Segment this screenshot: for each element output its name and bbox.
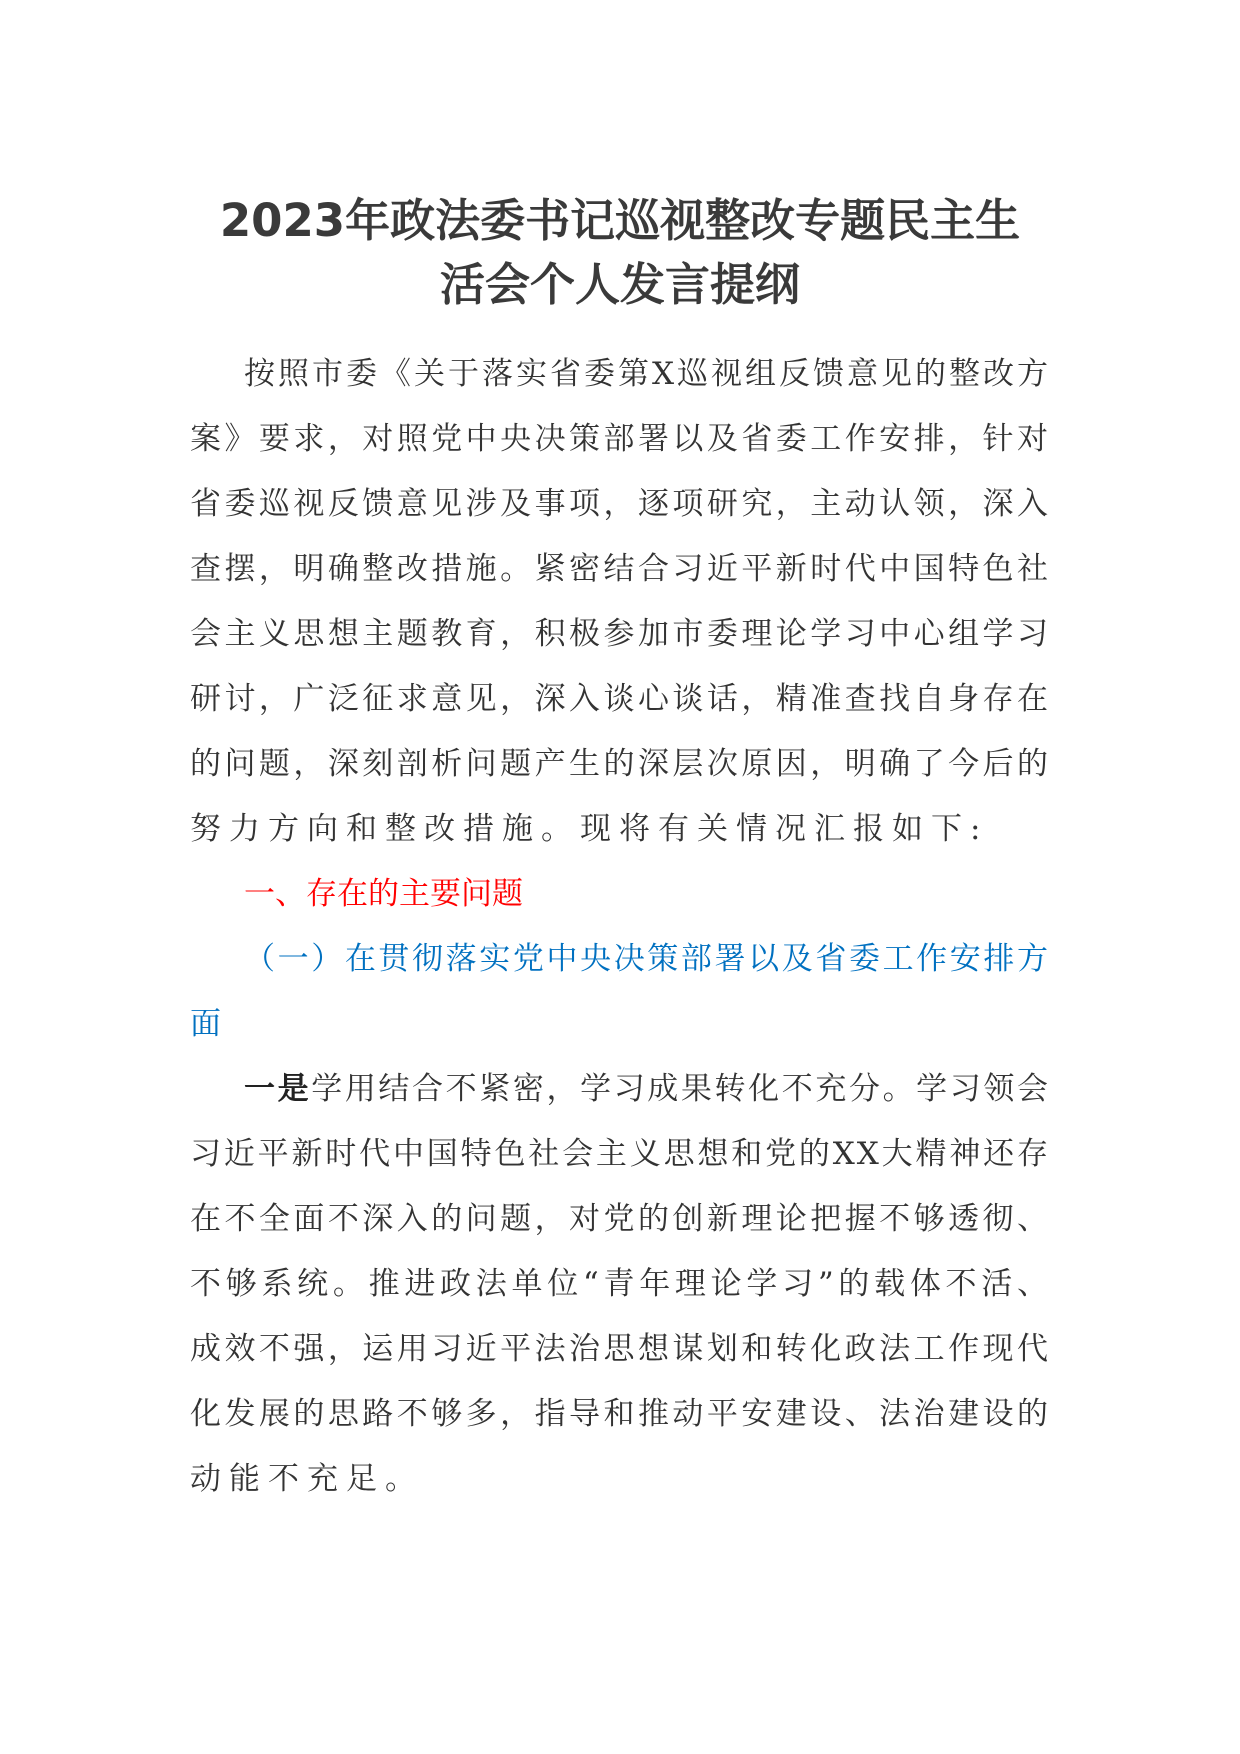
intro-line: 会主义思想主题教育，积极参加市委理论学习中心组学习 <box>190 616 1050 652</box>
intro-line: 的问题，深刻剖析问题产生的深层次原因，明确了今后的 <box>190 746 1050 782</box>
intro-line: 案》要求，对照党中央决策部署以及省委工作安排，针对 <box>190 421 1050 457</box>
point-line: 习近平新时代中国特色社会主义思想和党的XX大精神还存 <box>190 1136 1050 1172</box>
point-lead: 一是 <box>244 1071 312 1107</box>
point-line: 动能不充足。 <box>190 1461 424 1497</box>
point-line: 化发展的思路不够多，指导和推动平安建设、法治建设的 <box>190 1396 1050 1432</box>
intro-line: 按照市委《关于落实省委第X巡视组反馈意见的整改方 <box>244 356 1050 392</box>
document-body <box>190 342 1050 1512</box>
point-first-line <box>190 1057 1050 1122</box>
point-text: 学用结合不紧密，学习成果转化不充分。学习领会 <box>311 1071 1050 1107</box>
intro-line: 研讨，广泛征求意见，深入谈心谈话，精准查找自身存在 <box>190 681 1050 717</box>
point-line: 不够系统。推进政法单位“青年理论学习”的载体不活、 <box>190 1266 1050 1302</box>
subsection-heading-line: 面 <box>190 1006 229 1042</box>
subsection-heading-line: （一）在贯彻落实党中央决策部署以及省委工作安排方 <box>244 941 1050 977</box>
intro-line: 努力方向和整改措施。现将有关情况汇报如下: <box>190 811 989 847</box>
document-title <box>150 189 1090 317</box>
intro-line: 查摆，明确整改措施。紧密结合习近平新时代中国特色社 <box>190 551 1050 587</box>
point-line: 在不全面不深入的问题，对党的创新理论把握不够透彻、 <box>190 1201 1050 1237</box>
title-line: 2023年政法委书记巡视整改专题民主生 <box>219 194 1021 247</box>
intro-line: 省委巡视反馈意见涉及事项，逐项研究，主动认领，深入 <box>190 486 1050 522</box>
point-line: 成效不强，运用习近平法治思想谋划和转化政法工作现代 <box>190 1331 1050 1367</box>
title-line: 活会个人发言提纲 <box>439 258 800 311</box>
section-heading: 一、存在的主要问题 <box>244 876 523 912</box>
